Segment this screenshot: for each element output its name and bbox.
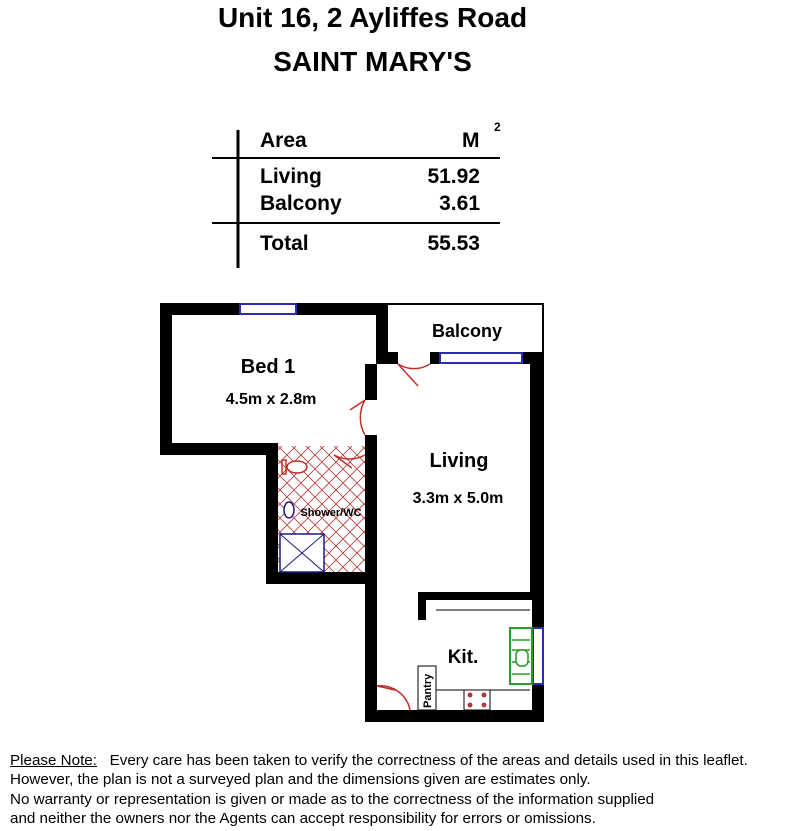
room-label-pantry: Pantry bbox=[422, 673, 434, 708]
room-label-kitchen: Kit. bbox=[447, 647, 479, 668]
room-label-living: Living bbox=[429, 450, 489, 472]
area-unit-superscript: 2 bbox=[494, 120, 501, 134]
room-label-bed: Bed 1 bbox=[240, 356, 296, 378]
property-suburb: SAINT MARY'S bbox=[273, 46, 472, 77]
area-total-label: Total bbox=[260, 232, 309, 255]
disclaimer-line: No warranty or representation is given or made as to the correctness of the information supplied bbox=[10, 790, 655, 808]
area-unit-label: M bbox=[462, 129, 480, 152]
disclaimer-line: and neither the owners nor the Agents can accept responsibility for errors or omissions. bbox=[10, 810, 596, 828]
disclaimer-text: Every care has been taken to verify the correctness of the areas and details used in this leaflet. bbox=[109, 752, 748, 769]
area-row-label: Balcony bbox=[260, 192, 342, 215]
area-total-value: 55.53 bbox=[427, 232, 480, 255]
property-address: Unit 16, 2 Ayliffes Road bbox=[217, 2, 528, 33]
disclaimer-line bbox=[10, 751, 800, 770]
area-row-label: Living bbox=[260, 165, 322, 188]
area-row-value: 51.92 bbox=[427, 165, 480, 188]
room-label-shower: Shower/WC bbox=[300, 507, 362, 519]
room-label-balcony: Balcony bbox=[431, 321, 503, 341]
area-header-label: Area bbox=[260, 129, 307, 152]
disclaimer-line: However, the plan is not a surveyed plan and the dimensions given are estimates only. bbox=[10, 771, 591, 789]
interior-walls bbox=[365, 443, 377, 575]
room-dims-bed: 4.5m x 2.8m bbox=[225, 391, 317, 408]
room-dims-living: 3.3m x 5.0m bbox=[412, 490, 504, 507]
disclaimer-note bbox=[10, 751, 800, 829]
disclaimer-heading: Please Note: bbox=[10, 752, 97, 769]
area-row-value: 3.61 bbox=[439, 192, 480, 215]
